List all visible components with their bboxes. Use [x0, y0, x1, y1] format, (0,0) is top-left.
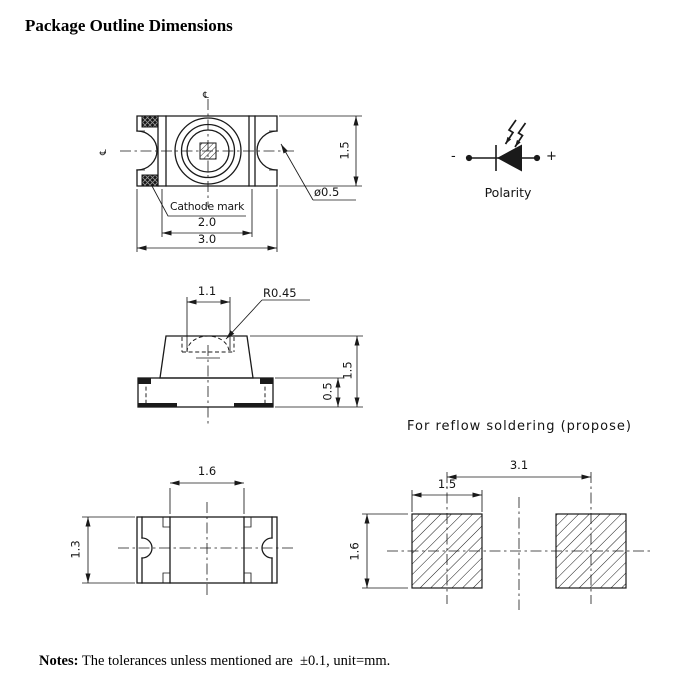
dim-bottom-pad-gap: 1.6 — [197, 464, 217, 478]
polarity-plus-sign: + — [546, 149, 557, 164]
diode-triangle — [497, 145, 522, 172]
reflow-pad-layout — [362, 472, 650, 610]
reflow-heading: For reflow soldering (propose) — [407, 419, 632, 434]
notes-label: Notes: — [39, 653, 79, 669]
dim-top-inner-width: 2.0 — [197, 215, 217, 229]
centerline-symbol-left: ℄ — [99, 149, 109, 155]
dim-side-base-height: 0.5 — [320, 382, 335, 401]
cathode-terminal-dot — [466, 155, 472, 161]
cathode-mark-bottom — [142, 175, 158, 186]
anode-terminal-dot — [534, 155, 540, 161]
dim-top-body-height: 1.5 — [337, 141, 352, 160]
dim-pad-width: 1.5 — [437, 477, 457, 491]
dim-top-notch-diameter: ø0.5 — [314, 185, 340, 199]
bottom-view-drawing — [82, 483, 295, 598]
dim-side-lens-radius: R0.45 — [263, 286, 297, 300]
dim-bottom-body-depth: 1.3 — [68, 540, 83, 559]
top-view-drawing — [99, 91, 362, 252]
polarity-symbol — [466, 120, 540, 172]
cathode-mark-top — [142, 116, 158, 127]
dim-pad-pitch: 3.1 — [509, 458, 529, 472]
light-arrow-icon — [506, 120, 517, 144]
notes-line — [39, 653, 390, 670]
page-title: Package Outline Dimensions — [25, 16, 233, 35]
polarity-minus-sign: - — [451, 149, 456, 164]
light-arrow-icon — [515, 123, 526, 147]
dim-top-body-width: 3.0 — [197, 232, 217, 246]
polarity-label: Polarity — [484, 185, 532, 200]
notes-text: The tolerances unless mentioned are ±0.1, unit=mm. — [78, 653, 391, 669]
dim-pad-height: 1.6 — [347, 542, 362, 561]
dim-side-total-height: 1.5 — [340, 361, 355, 380]
dim-side-lens-width: 1.1 — [197, 284, 217, 298]
centerline-symbol-top: ℄ — [203, 91, 209, 101]
cathode-mark-label: Cathode mark — [170, 200, 245, 213]
